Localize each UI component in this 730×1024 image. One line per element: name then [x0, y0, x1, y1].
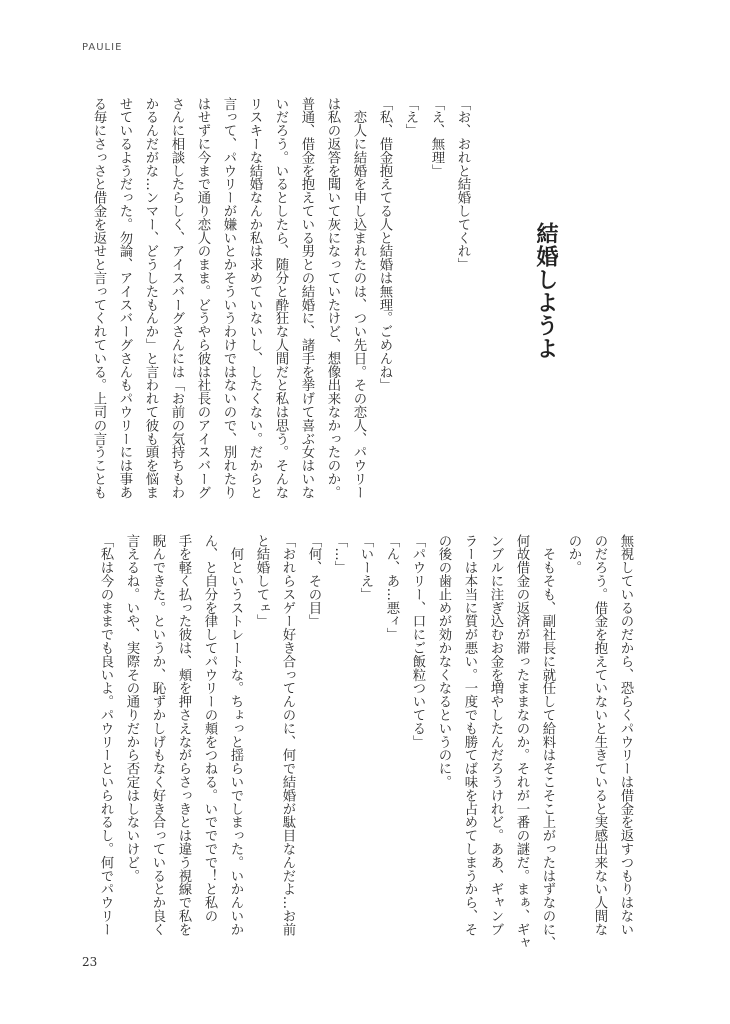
running-header: PAULIE: [82, 42, 123, 53]
text-line: 「いーえ」: [358, 534, 373, 601]
text-line: リスキーな結婚なんか私は求めていないし、したくない。だからと: [247, 97, 262, 499]
text-line: はせずに今まで通り恋人のまま。どうやら彼は社長のアイスバーグ: [195, 97, 210, 499]
text-line: 恋人に結婚を申し込まれたのは、つい先日。その恋人、パウリー: [351, 97, 366, 499]
text-line: 「ん、あ…悪ィ」: [384, 534, 399, 642]
text-line: 普通、借金を抱えている男との結婚に、諸手を挙げて喜ぶ女はいな: [299, 97, 314, 499]
text-line: 「私、借金抱えてる人と結婚は無理。ごめんね」: [377, 97, 392, 392]
text-line: さんに相談したらしく、アイスバーグさんには「お前の気持ちもわ: [169, 97, 184, 499]
text-line: 「何、その目」: [306, 534, 321, 628]
text-line: 「え、無理」: [429, 97, 444, 178]
text-line: ラーは本当に質が悪い。一度でも勝てば味を占めてしまうから、そ: [462, 534, 477, 936]
upper-text-block: [85, 97, 475, 497]
text-line: は私の返答を聞いて灰になっていたけど、想像出来なかったのか。: [325, 97, 340, 499]
lower-text-block: [92, 534, 638, 954]
text-line: 何というストレートな。ちょっと揺らいでしまった。いかんいか: [228, 534, 243, 936]
text-line: そもそも、副社長に就任して給料はそこそこ上がったはずなのに、: [540, 534, 555, 950]
text-line: 「…」: [332, 534, 347, 575]
text-line: 「おれらスゲー好き合ってんのに、何で結婚が駄目なんだよ…お前: [280, 534, 295, 936]
text-line: 無視しているのだから、恐らくパウリーは借金を返すつもりはない: [618, 534, 633, 936]
text-line: 言って、パウリーが嫌いとかそういうわけではないので、別れたり: [221, 97, 236, 499]
text-line: 手を軽く払った彼は、頬を押さえながらさっきとは違う視線で私を: [176, 534, 191, 936]
text-line: ん、と自分を律してパウリーの頬をつねる。いでででで！と私の: [202, 534, 217, 923]
text-line: のだろう。借金を抱えていないと生きていると実感出来ない人間な: [592, 534, 607, 936]
text-line: る毎にさっさと借金を返せと言ってくれている。上司の言うことも: [91, 97, 106, 499]
text-line: のか。: [566, 534, 581, 575]
text-line: せているようだった。勿論、アイスバーグさんもパウリーには事あ: [117, 97, 132, 499]
text-line: 言えるね。いや、実際その通りだから否定はしないけど。: [124, 534, 139, 883]
text-line: かるんだがな…ンマー、どうしたもんか」と言われて彼も頭を悩ま: [143, 97, 158, 499]
text-line: 「お、おれと結婚してくれ」: [455, 97, 470, 272]
text-line: 「え」: [403, 97, 418, 138]
text-line: と結婚してェ」: [254, 534, 269, 628]
text-line: 睨んできた。というか、恥ずかしげもなく好き合っているとか良く: [150, 534, 165, 936]
text-line: 「私は今のままでも良いよ。パウリーといられるし。何でパウリー: [98, 534, 113, 936]
text-line: 「パウリー、口にご飯粒ついてる」: [410, 534, 425, 749]
page-number: 23: [82, 955, 98, 969]
text-line: の後の歯止めが効かなくなるというのに。: [436, 534, 451, 789]
chapter-title: 結婚しようよ: [533, 222, 558, 360]
text-line: ンブルに注ぎ込むお金を増やしたんだろうけれど。ああ、ギャンブ: [488, 534, 503, 936]
text-line: いだろう。いるとしたら、随分と酔狂な人間だと私は思う。そんな: [273, 97, 288, 499]
text-line: 何故借金の返済が滞ったままなのか。それが一番の謎だ。まぁ、ギャ: [514, 534, 529, 950]
